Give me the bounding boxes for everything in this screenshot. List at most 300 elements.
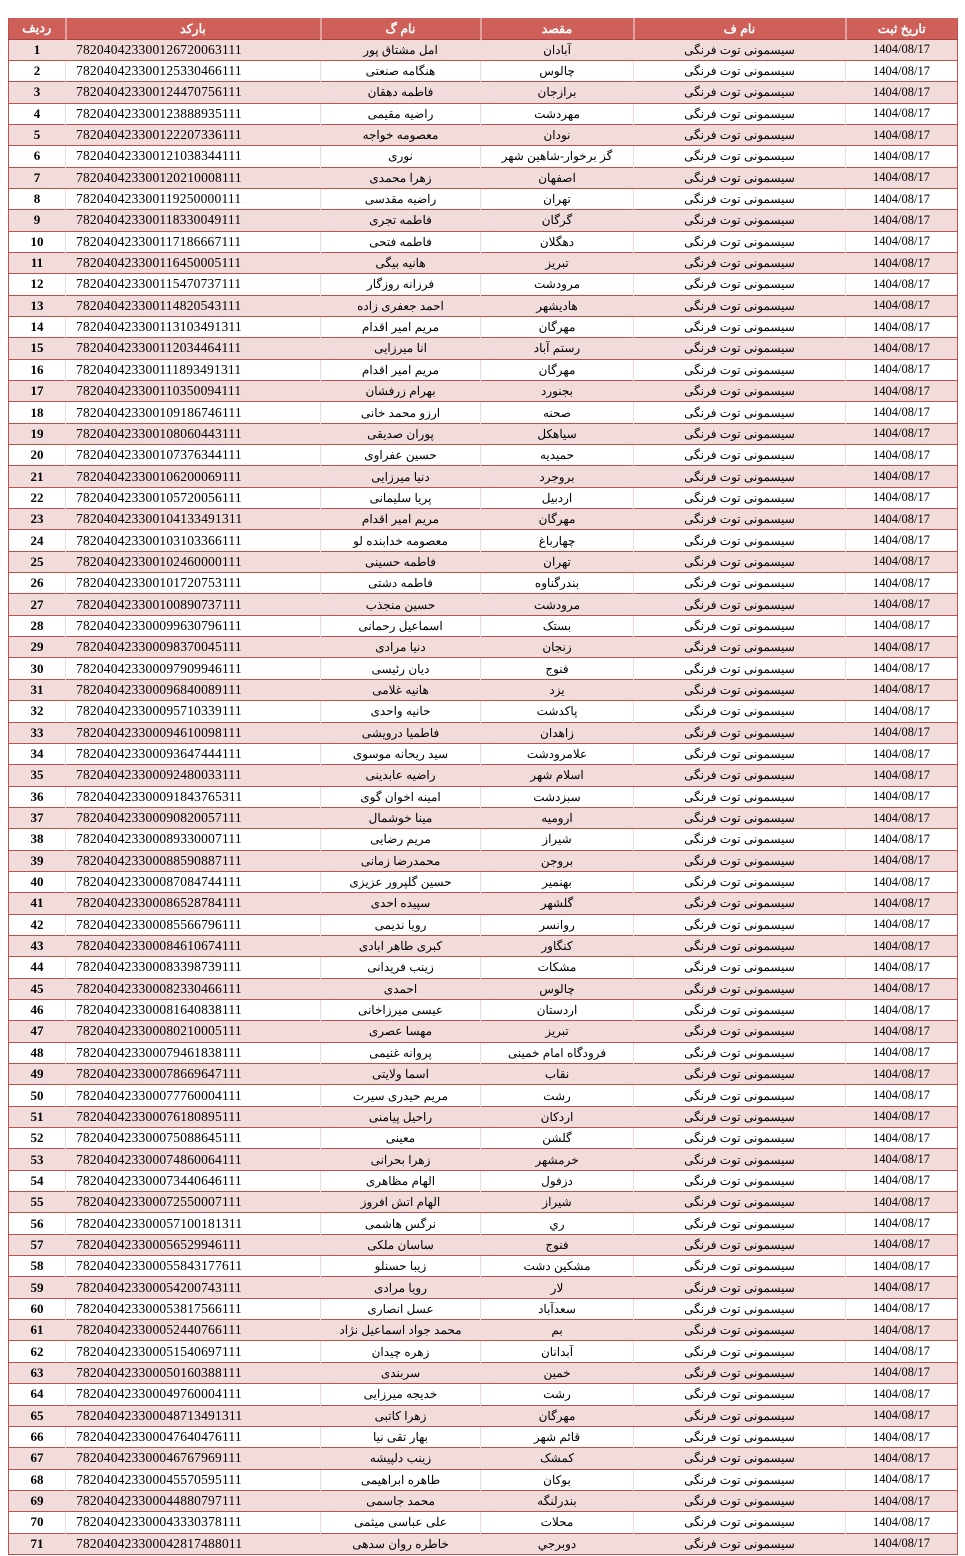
cell-row_no: 43 <box>9 935 66 956</box>
cell-barcode: 782040423300042817488011 <box>66 1533 321 1554</box>
cell-receiver_name: ساسان ملکی <box>321 1234 481 1255</box>
cell-sender_name: سیسمونی توت فرنگی <box>634 829 846 850</box>
header-row <box>9 18 958 39</box>
cell-sender_name: سیسمونی توت فرنگی <box>634 893 846 914</box>
cell-sender_name: سیسمونی توت فرنگی <box>634 957 846 978</box>
table-row <box>9 551 958 572</box>
cell-row_no: 3 <box>9 82 66 103</box>
cell-receiver_name: مریم امیر اقدام <box>321 316 481 337</box>
cell-sender_name: سیسمونی توت فرنگی <box>634 146 846 167</box>
cell-row_no: 65 <box>9 1405 66 1426</box>
cell-destination: بروجن <box>481 850 634 871</box>
cell-row_no: 49 <box>9 1064 66 1085</box>
cell-register_date: 1404/08/17 <box>846 679 958 700</box>
cell-receiver_name: مریم امیر اقدام <box>321 359 481 380</box>
column-header-destination: مقصد <box>481 18 634 39</box>
cell-sender_name: سیسمونی توت فرنگی <box>634 722 846 743</box>
cell-row_no: 35 <box>9 765 66 786</box>
cell-destination: گلشهر <box>481 893 634 914</box>
cell-destination: علامرودشت <box>481 743 634 764</box>
cell-register_date: 1404/08/17 <box>846 935 958 956</box>
cell-register_date: 1404/08/17 <box>846 1170 958 1191</box>
cell-row_no: 39 <box>9 850 66 871</box>
cell-register_date: 1404/08/17 <box>846 1128 958 1149</box>
cell-row_no: 4 <box>9 103 66 124</box>
cell-row_no: 6 <box>9 146 66 167</box>
cell-destination: مهرگان <box>481 1405 634 1426</box>
cell-receiver_name: زهرا کاتبی <box>321 1405 481 1426</box>
cell-register_date: 1404/08/17 <box>846 957 958 978</box>
table-row <box>9 978 958 999</box>
cell-sender_name: سیسمونی توت فرنگی <box>634 188 846 209</box>
table-row <box>9 1405 958 1426</box>
cell-register_date: 1404/08/17 <box>846 1021 958 1042</box>
cell-destination: بهنمیر <box>481 871 634 892</box>
cell-sender_name: سیسمونی توت فرنگی <box>634 1021 846 1042</box>
cell-destination: چهارباغ <box>481 530 634 551</box>
cell-sender_name: سیسمونی توت فرنگی <box>634 466 846 487</box>
cell-receiver_name: مریم امیر اقدام <box>321 509 481 530</box>
cell-destination: مشکات <box>481 957 634 978</box>
cell-row_no: 40 <box>9 871 66 892</box>
cell-barcode: 782040423300087084744111 <box>66 871 321 892</box>
cell-sender_name: سیسمونی توت فرنگی <box>634 615 846 636</box>
cell-receiver_name: هانیه غلامی <box>321 679 481 700</box>
cell-receiver_name: زهرا بحرانی <box>321 1149 481 1170</box>
cell-sender_name: سیسمونی توت فرنگی <box>634 914 846 935</box>
cell-sender_name: سیسمونی توت فرنگی <box>634 359 846 380</box>
cell-receiver_name: پروانه غنیمی <box>321 1042 481 1063</box>
cell-barcode: 782040423300079461838111 <box>66 1042 321 1063</box>
table-row <box>9 914 958 935</box>
cell-sender_name: سیسمونی توت فرنگی <box>634 1085 846 1106</box>
cell-destination: زنجان <box>481 637 634 658</box>
cell-destination: زاهدان <box>481 722 634 743</box>
cell-sender_name: سیسمونی توت فرنگی <box>634 445 846 466</box>
cell-barcode: 782040423300118330049111 <box>66 210 321 231</box>
cell-receiver_name: معصومه خواجه <box>321 124 481 145</box>
cell-receiver_name: امینه اخوان گوی <box>321 786 481 807</box>
cell-row_no: 46 <box>9 999 66 1020</box>
cell-destination: مهرگان <box>481 359 634 380</box>
table-row <box>9 999 958 1020</box>
cell-barcode: 782040423300115470737111 <box>66 274 321 295</box>
cell-receiver_name: امل مشتاق پور <box>321 39 481 60</box>
cell-register_date: 1404/08/17 <box>846 60 958 81</box>
cell-destination: کنگاور <box>481 935 634 956</box>
cell-row_no: 5 <box>9 124 66 145</box>
cell-row_no: 70 <box>9 1512 66 1533</box>
table-row <box>9 1170 958 1191</box>
cell-receiver_name: دنیا میرزایی <box>321 466 481 487</box>
cell-register_date: 1404/08/17 <box>846 893 958 914</box>
cell-destination: شیراز <box>481 829 634 850</box>
cell-row_no: 68 <box>9 1469 66 1490</box>
cell-row_no: 21 <box>9 466 66 487</box>
cell-register_date: 1404/08/17 <box>846 1512 958 1533</box>
cell-destination: تهران <box>481 551 634 572</box>
cell-receiver_name: فاطمه تجری <box>321 210 481 231</box>
cell-register_date: 1404/08/17 <box>846 1256 958 1277</box>
cell-row_no: 66 <box>9 1426 66 1447</box>
cell-receiver_name: هنگامه صنعتی <box>321 60 481 81</box>
cell-barcode: 782040423300044880797111 <box>66 1490 321 1511</box>
table-row <box>9 1021 958 1042</box>
cell-register_date: 1404/08/17 <box>846 82 958 103</box>
cell-register_date: 1404/08/17 <box>846 381 958 402</box>
cell-register_date: 1404/08/17 <box>846 615 958 636</box>
cell-barcode: 782040423300091843765311 <box>66 786 321 807</box>
cell-barcode: 782040423300088590887111 <box>66 850 321 871</box>
cell-row_no: 58 <box>9 1256 66 1277</box>
cell-sender_name: سیسمونی توت فرنگی <box>634 999 846 1020</box>
cell-row_no: 19 <box>9 423 66 444</box>
cell-barcode: 782040423300052440766111 <box>66 1320 321 1341</box>
cell-row_no: 20 <box>9 445 66 466</box>
cell-destination: برازجان <box>481 82 634 103</box>
cell-barcode: 782040423300107376344111 <box>66 445 321 466</box>
cell-register_date: 1404/08/17 <box>846 146 958 167</box>
table-row <box>9 1362 958 1383</box>
cell-destination: فنوج <box>481 658 634 679</box>
cell-register_date: 1404/08/17 <box>846 445 958 466</box>
cell-destination: سیاهکل <box>481 423 634 444</box>
cell-sender_name: سیسمونی توت فرنگی <box>634 701 846 722</box>
table-row <box>9 39 958 60</box>
cell-sender_name: سیسمونی توت فرنگی <box>634 1426 846 1447</box>
cell-register_date: 1404/08/17 <box>846 743 958 764</box>
table-row <box>9 594 958 615</box>
cell-sender_name: سیسمونی توت فرنگی <box>634 231 846 252</box>
cell-receiver_name: اسما ولایتی <box>321 1064 481 1085</box>
cell-register_date: 1404/08/17 <box>846 167 958 188</box>
cell-barcode: 782040423300045570595111 <box>66 1469 321 1490</box>
cell-sender_name: سیسمونی توت فرنگی <box>634 509 846 530</box>
table-row <box>9 1384 958 1405</box>
cell-receiver_name: خاطره روان سدهی <box>321 1533 481 1554</box>
cell-receiver_name: محمد جواد اسماعیل نژاد <box>321 1320 481 1341</box>
cell-row_no: 2 <box>9 60 66 81</box>
cell-barcode: 782040423300096840089111 <box>66 679 321 700</box>
cell-sender_name: سیسمونی توت فرنگی <box>634 679 846 700</box>
cell-register_date: 1404/08/17 <box>846 1320 958 1341</box>
table-row <box>9 295 958 316</box>
table-row <box>9 1490 958 1511</box>
cell-row_no: 48 <box>9 1042 66 1063</box>
cell-register_date: 1404/08/17 <box>846 1213 958 1234</box>
cell-destination: شیراز <box>481 1192 634 1213</box>
cell-register_date: 1404/08/17 <box>846 658 958 679</box>
column-header-sender_name: نام ف <box>634 18 846 39</box>
cell-destination: دوبرجي <box>481 1533 634 1554</box>
cell-row_no: 14 <box>9 316 66 337</box>
cell-row_no: 34 <box>9 743 66 764</box>
cell-row_no: 27 <box>9 594 66 615</box>
cell-barcode: 782040423300109186746111 <box>66 402 321 423</box>
cell-barcode: 782040423300054200743111 <box>66 1277 321 1298</box>
cell-destination: چالوس <box>481 978 634 999</box>
cell-receiver_name: احمدی <box>321 978 481 999</box>
table-row <box>9 316 958 337</box>
table-row <box>9 1106 958 1127</box>
cell-row_no: 52 <box>9 1128 66 1149</box>
cell-receiver_name: دنیا مرادی <box>321 637 481 658</box>
cell-barcode: 782040423300100890737111 <box>66 594 321 615</box>
cell-destination: خمین <box>481 1362 634 1383</box>
cell-row_no: 45 <box>9 978 66 999</box>
cell-row_no: 69 <box>9 1490 66 1511</box>
table-row <box>9 466 958 487</box>
cell-receiver_name: طاهره ابراهیمی <box>321 1469 481 1490</box>
cell-destination: مهرگان <box>481 316 634 337</box>
cell-row_no: 42 <box>9 914 66 935</box>
cell-destination: سبزدشت <box>481 786 634 807</box>
cell-sender_name: سیسمونی توت فرنگی <box>634 1277 846 1298</box>
cell-register_date: 1404/08/17 <box>846 210 958 231</box>
cell-receiver_name: نرگس هاشمی <box>321 1213 481 1234</box>
cell-receiver_name: احمد جعفری زاده <box>321 295 481 316</box>
cell-row_no: 51 <box>9 1106 66 1127</box>
cell-register_date: 1404/08/17 <box>846 252 958 273</box>
cell-register_date: 1404/08/17 <box>846 338 958 359</box>
cell-receiver_name: فرزانه روزگار <box>321 274 481 295</box>
table-row <box>9 1042 958 1063</box>
cell-register_date: 1404/08/17 <box>846 124 958 145</box>
table-row <box>9 935 958 956</box>
cell-sender_name: سیسمونی توت فرنگی <box>634 295 846 316</box>
table-row <box>9 722 958 743</box>
cell-row_no: 31 <box>9 679 66 700</box>
cell-sender_name: سیسمونی توت فرنگی <box>634 1490 846 1511</box>
cell-barcode: 782040423300085566796111 <box>66 914 321 935</box>
cell-sender_name: سیسمونی توت فرنگی <box>634 124 846 145</box>
cell-receiver_name: الهام اتش افروز <box>321 1192 481 1213</box>
table-row <box>9 615 958 636</box>
cell-receiver_name: انا میرزایی <box>321 338 481 359</box>
cell-sender_name: سیسمونی توت فرنگی <box>634 1213 846 1234</box>
cell-destination: مهرگان <box>481 509 634 530</box>
cell-barcode: 782040423300106200069111 <box>66 466 321 487</box>
cell-barcode: 782040423300103103366111 <box>66 530 321 551</box>
table-row <box>9 1320 958 1341</box>
cell-receiver_name: راضیه مقدسی <box>321 188 481 209</box>
cell-row_no: 15 <box>9 338 66 359</box>
cell-sender_name: سیسمونی توت فرنگی <box>634 1106 846 1127</box>
cell-barcode: 782040423300082330466111 <box>66 978 321 999</box>
cell-receiver_name: حانیه واحدی <box>321 701 481 722</box>
cell-receiver_name: عسل انصاری <box>321 1298 481 1319</box>
cell-destination: روانسر <box>481 914 634 935</box>
cell-sender_name: سیسمونی توت فرنگی <box>634 1256 846 1277</box>
cell-barcode: 782040423300047640476111 <box>66 1426 321 1447</box>
cell-register_date: 1404/08/17 <box>846 1234 958 1255</box>
cell-sender_name: سیسمونی توت فرنگی <box>634 338 846 359</box>
cell-barcode: 782040423300124470756111 <box>66 82 321 103</box>
cell-destination: نودان <box>481 124 634 145</box>
cell-barcode: 782040423300094610098111 <box>66 722 321 743</box>
cell-barcode: 782040423300092480033111 <box>66 765 321 786</box>
cell-barcode: 782040423300097909946111 <box>66 658 321 679</box>
cell-row_no: 17 <box>9 381 66 402</box>
cell-destination: کمشک <box>481 1448 634 1469</box>
cell-barcode: 782040423300076180895111 <box>66 1106 321 1127</box>
table-row <box>9 252 958 273</box>
cell-receiver_name: زینب فریدانی <box>321 957 481 978</box>
cell-receiver_name: رویا مرادی <box>321 1277 481 1298</box>
cell-receiver_name: عیسی میرزاخانی <box>321 999 481 1020</box>
cell-row_no: 63 <box>9 1362 66 1383</box>
cell-receiver_name: راضیه عابدینی <box>321 765 481 786</box>
table-row <box>9 188 958 209</box>
cell-receiver_name: هانیه بیگی <box>321 252 481 273</box>
cell-sender_name: سیسمونی توت فرنگی <box>634 1469 846 1490</box>
cell-barcode: 782040423300122207336111 <box>66 124 321 145</box>
cell-barcode: 782040423300093647444111 <box>66 743 321 764</box>
table-row <box>9 701 958 722</box>
table-row <box>9 1149 958 1170</box>
column-header-barcode: بارکد <box>66 18 321 39</box>
cell-row_no: 23 <box>9 509 66 530</box>
cell-row_no: 8 <box>9 188 66 209</box>
table-row <box>9 445 958 466</box>
cell-barcode: 782040423300075088645111 <box>66 1128 321 1149</box>
cell-row_no: 38 <box>9 829 66 850</box>
cell-register_date: 1404/08/17 <box>846 466 958 487</box>
cell-destination: بوکان <box>481 1469 634 1490</box>
cell-row_no: 25 <box>9 551 66 572</box>
cell-sender_name: سیسمونی توت فرنگی <box>634 871 846 892</box>
table-row <box>9 1213 958 1234</box>
cell-destination: رشت <box>481 1085 634 1106</box>
cell-destination: آبدانان <box>481 1341 634 1362</box>
cell-receiver_name: پریا سلیمانی <box>321 487 481 508</box>
cell-receiver_name: نوری <box>321 146 481 167</box>
cell-barcode: 782040423300102460000111 <box>66 551 321 572</box>
cell-register_date: 1404/08/17 <box>846 1448 958 1469</box>
cell-receiver_name: مریم رضایی <box>321 829 481 850</box>
cell-register_date: 1404/08/17 <box>846 722 958 743</box>
cell-destination: مرودشت <box>481 594 634 615</box>
table-row <box>9 1448 958 1469</box>
cell-receiver_name: راحیل پیامنی <box>321 1106 481 1127</box>
cell-destination: ارومیه <box>481 807 634 828</box>
cell-row_no: 9 <box>9 210 66 231</box>
cell-barcode: 782040423300123888935111 <box>66 103 321 124</box>
table-row <box>9 103 958 124</box>
cell-barcode: 782040423300072550007111 <box>66 1192 321 1213</box>
table-row <box>9 1298 958 1319</box>
cell-sender_name: سیسمونی توت فرنگی <box>634 210 846 231</box>
cell-barcode: 782040423300073440646111 <box>66 1170 321 1191</box>
cell-sender_name: سیسمونی توت فرنگی <box>634 743 846 764</box>
cell-sender_name: سیسمونی توت فرنگی <box>634 1405 846 1426</box>
cell-destination: مشکین دشت <box>481 1256 634 1277</box>
table-row <box>9 1341 958 1362</box>
cell-row_no: 47 <box>9 1021 66 1042</box>
cell-receiver_name: حسین منجذب <box>321 594 481 615</box>
cell-receiver_name: مینا خوشمال <box>321 807 481 828</box>
cell-barcode: 782040423300126720063111 <box>66 39 321 60</box>
cell-row_no: 44 <box>9 957 66 978</box>
table-row <box>9 743 958 764</box>
cell-barcode: 782040423300051540697111 <box>66 1341 321 1362</box>
cell-register_date: 1404/08/17 <box>846 1064 958 1085</box>
cell-register_date: 1404/08/17 <box>846 39 958 60</box>
cell-receiver_name: راضیه مقیمی <box>321 103 481 124</box>
cell-barcode: 782040423300049760004111 <box>66 1384 321 1405</box>
cell-register_date: 1404/08/17 <box>846 914 958 935</box>
column-header-row_no: ردیف <box>9 18 66 39</box>
cell-register_date: 1404/08/17 <box>846 103 958 124</box>
table-row <box>9 402 958 423</box>
cell-sender_name: سیسمونی توت فرنگی <box>634 1064 846 1085</box>
cell-sender_name: سیسمونی توت فرنگی <box>634 786 846 807</box>
cell-row_no: 53 <box>9 1149 66 1170</box>
cell-barcode: 782040423300119250000111 <box>66 188 321 209</box>
cell-barcode: 782040423300110350094111 <box>66 381 321 402</box>
cell-barcode: 782040423300053817566111 <box>66 1298 321 1319</box>
cell-register_date: 1404/08/17 <box>846 829 958 850</box>
cell-sender_name: سیسمونی توت فرنگی <box>634 573 846 594</box>
cell-row_no: 10 <box>9 231 66 252</box>
cell-barcode: 782040423300046767969111 <box>66 1448 321 1469</box>
cell-sender_name: سیسمونی توت فرنگی <box>634 1170 846 1191</box>
table-row <box>9 786 958 807</box>
cell-row_no: 30 <box>9 658 66 679</box>
cell-row_no: 36 <box>9 786 66 807</box>
cell-receiver_name: محمد جاسمی <box>321 1490 481 1511</box>
cell-barcode: 782040423300048713491311 <box>66 1405 321 1426</box>
cell-sender_name: سیسمونی توت فرنگی <box>634 530 846 551</box>
cell-row_no: 26 <box>9 573 66 594</box>
cell-destination: ري <box>481 1213 634 1234</box>
cell-register_date: 1404/08/17 <box>846 231 958 252</box>
table-row <box>9 381 958 402</box>
cell-barcode: 782040423300111893491311 <box>66 359 321 380</box>
table-row <box>9 231 958 252</box>
table-row <box>9 1192 958 1213</box>
table-row <box>9 167 958 188</box>
table-row <box>9 1234 958 1255</box>
shipment-table <box>8 18 958 1555</box>
cell-receiver_name: ارزو محمد خانی <box>321 402 481 423</box>
cell-sender_name: سیسمونی توت فرنگی <box>634 60 846 81</box>
cell-receiver_name: معینی <box>321 1128 481 1149</box>
cell-barcode: 782040423300125330466111 <box>66 60 321 81</box>
cell-register_date: 1404/08/17 <box>846 594 958 615</box>
cell-receiver_name: فاطمه حسینی <box>321 551 481 572</box>
cell-sender_name: سیسمونی توت فرنگی <box>634 1533 846 1554</box>
cell-register_date: 1404/08/17 <box>846 1149 958 1170</box>
table-row <box>9 637 958 658</box>
cell-destination: دزفول <box>481 1170 634 1191</box>
cell-receiver_name: دیان رئیسی <box>321 658 481 679</box>
cell-receiver_name: بهرام زرفشان <box>321 381 481 402</box>
cell-receiver_name: فاطمیا درویشی <box>321 722 481 743</box>
cell-register_date: 1404/08/17 <box>846 359 958 380</box>
cell-row_no: 67 <box>9 1448 66 1469</box>
cell-barcode: 782040423300083398739111 <box>66 957 321 978</box>
cell-destination: گز برخوار-شاهین شهر <box>481 146 634 167</box>
cell-barcode: 782040423300108060443111 <box>66 423 321 444</box>
cell-destination: رشت <box>481 1384 634 1405</box>
cell-register_date: 1404/08/17 <box>846 1362 958 1383</box>
table-row <box>9 1256 958 1277</box>
cell-destination: سعدآباد <box>481 1298 634 1319</box>
cell-sender_name: سیسمونی توت فرنگی <box>634 167 846 188</box>
table-row <box>9 1512 958 1533</box>
cell-destination: پاکدشت <box>481 701 634 722</box>
